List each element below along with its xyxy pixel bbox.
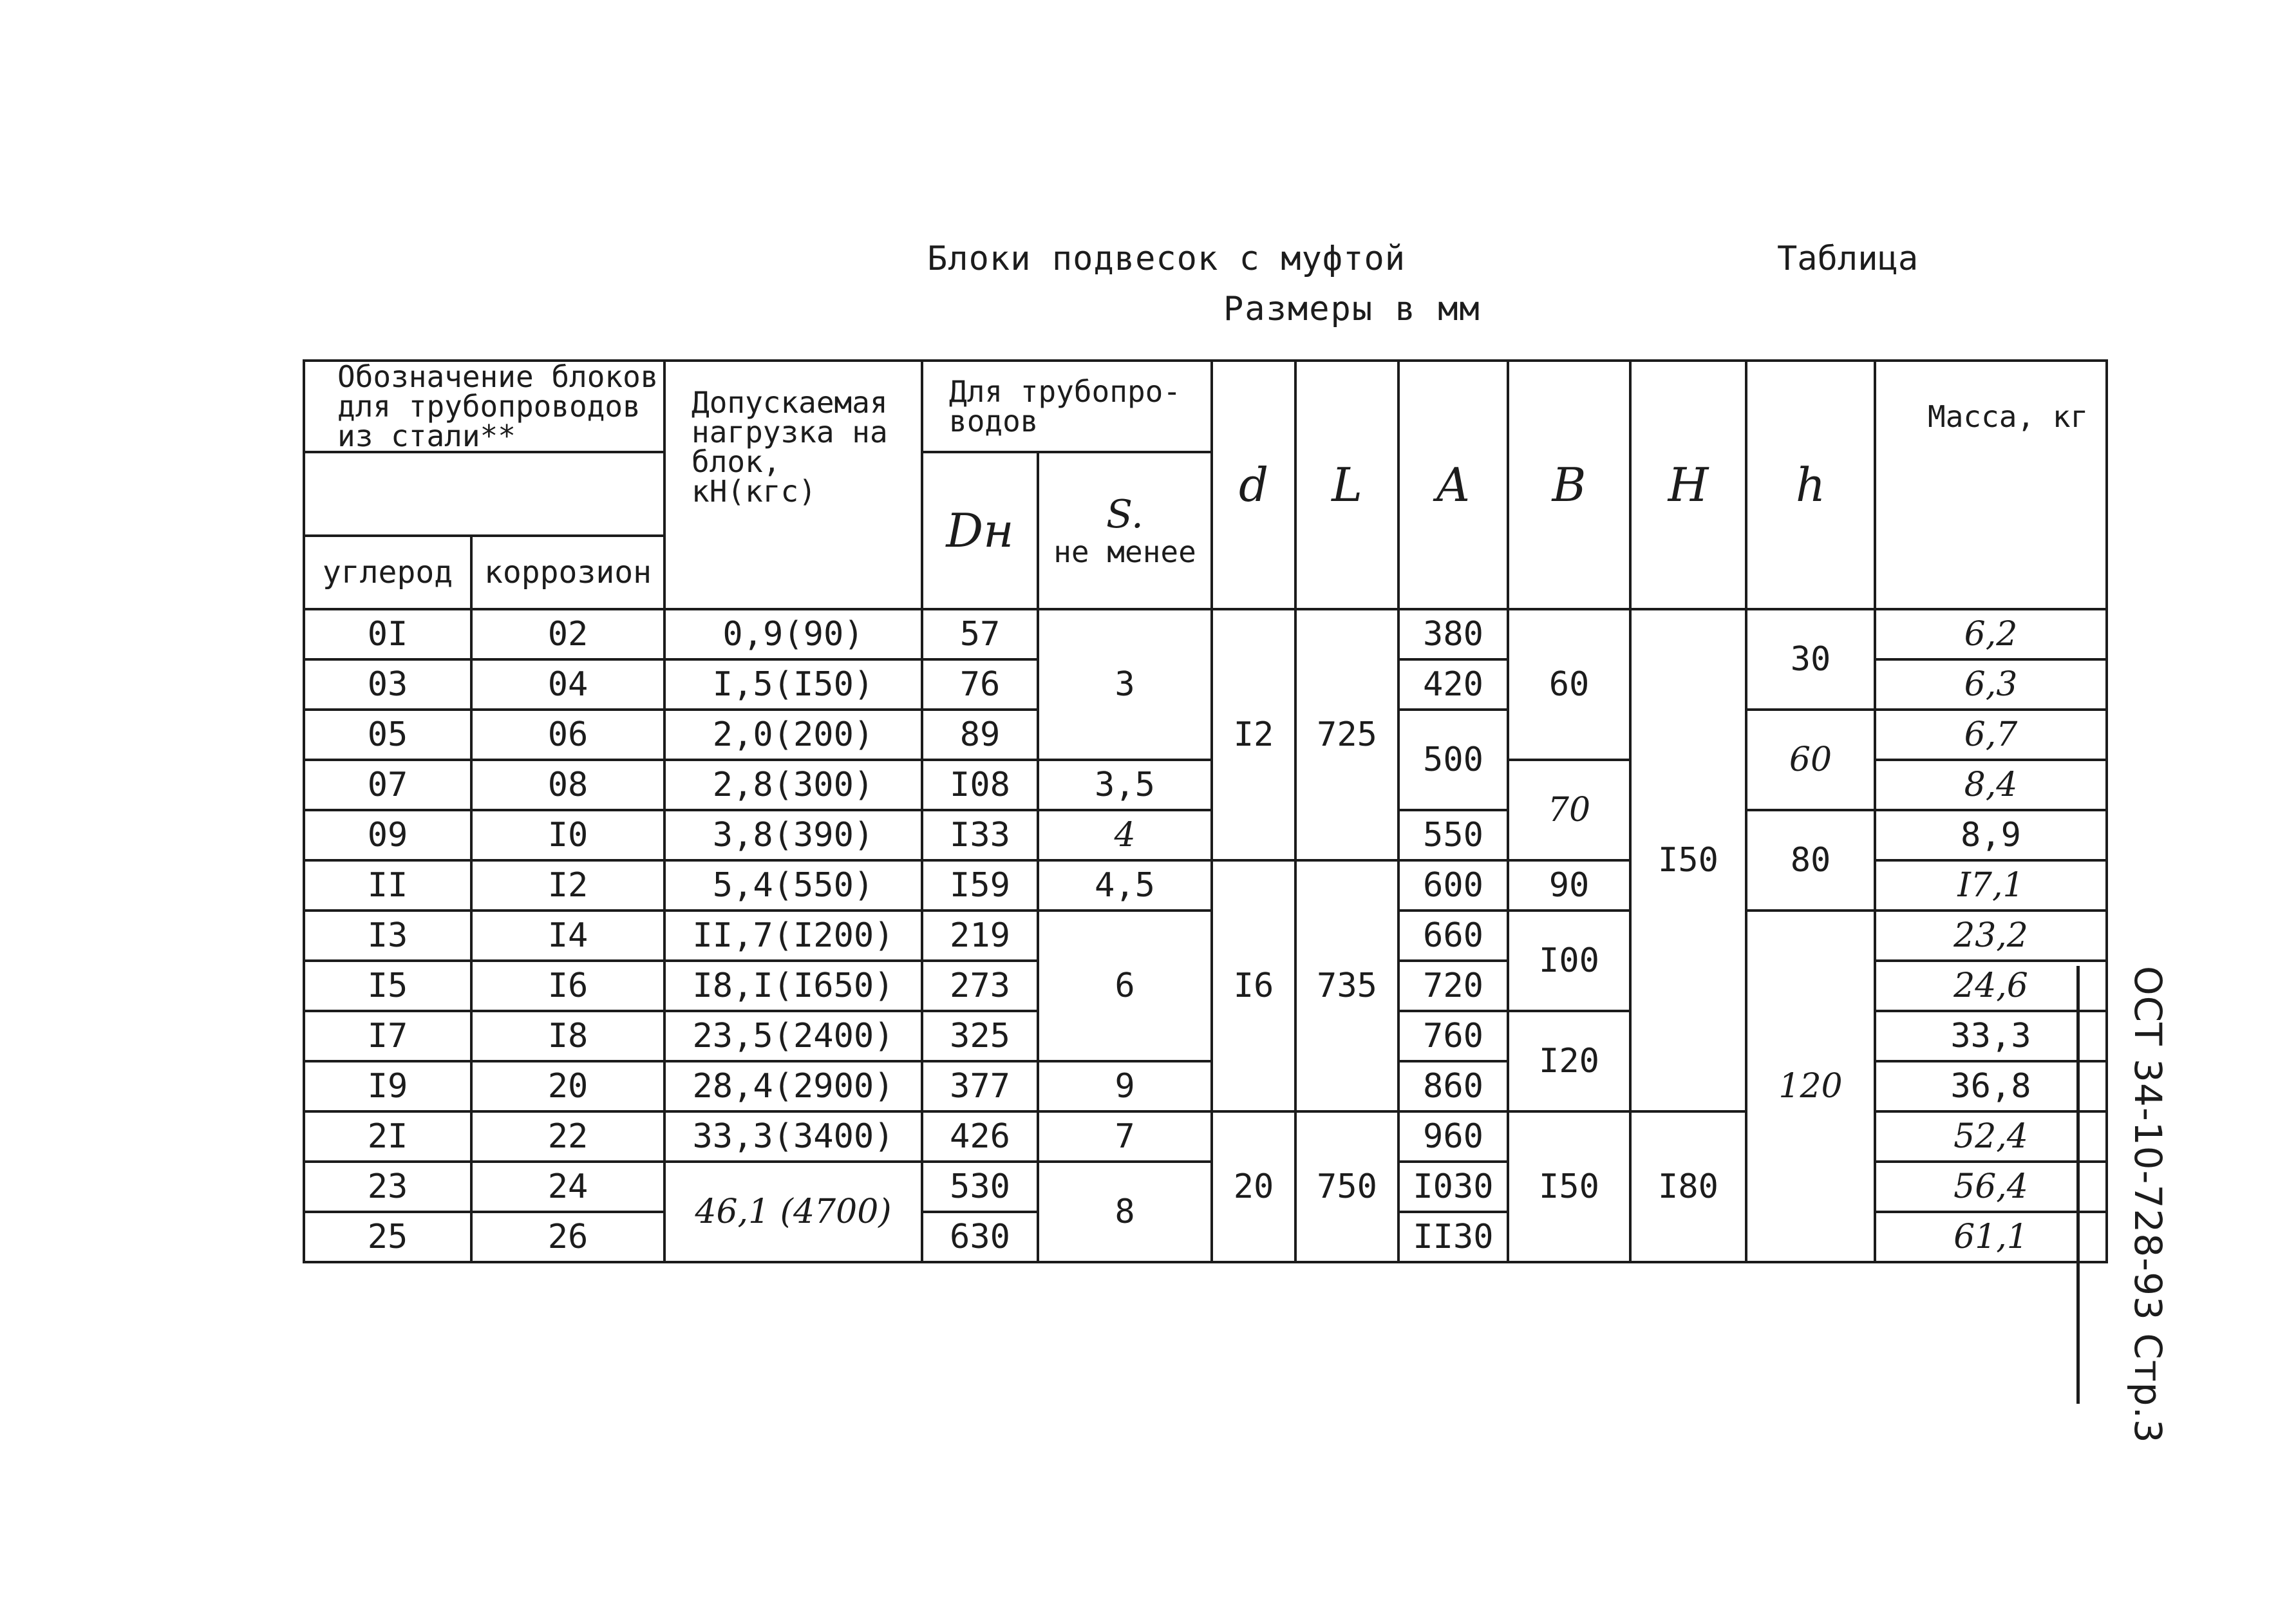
load-cell: 2,0(200) xyxy=(664,710,922,760)
A-cell: 720 xyxy=(1398,961,1508,1011)
mass-cell: 6,7 xyxy=(1875,710,2107,760)
h-cell: 120 xyxy=(1746,911,1875,1262)
mass-cell: 8,4 xyxy=(1875,760,2107,810)
corrosion-cell: I8 xyxy=(471,1011,664,1061)
carbon-cell: 25 xyxy=(304,1212,471,1262)
H-cell: I50 xyxy=(1630,609,1746,1111)
mass-cell: I7,1 xyxy=(1875,860,2107,911)
load-cell: 2,8(300) xyxy=(664,760,922,810)
h-cell: 80 xyxy=(1746,810,1875,911)
dn-cell: I59 xyxy=(922,860,1038,911)
mass-cell: 56,4 xyxy=(1875,1162,2107,1212)
corrosion-cell: I4 xyxy=(471,911,664,961)
table-label: Таблица xyxy=(1777,240,1919,278)
A-cell: II30 xyxy=(1398,1212,1508,1262)
load-cell: 28,4(2900) xyxy=(664,1061,922,1111)
header-H: H xyxy=(1630,361,1746,609)
side-stamp xyxy=(2125,966,2170,1444)
mass-cell: 8,9 xyxy=(1875,810,2107,860)
h-cell: 60 xyxy=(1746,710,1875,810)
A-cell: 500 xyxy=(1398,710,1508,810)
load-cell: 23,5(2400) xyxy=(664,1011,922,1061)
carbon-cell: I5 xyxy=(304,961,471,1011)
corrosion-cell: 26 xyxy=(471,1212,664,1262)
mass-cell: 6,3 xyxy=(1875,659,2107,710)
s-cell: 3 xyxy=(1038,609,1212,760)
dn-cell: 325 xyxy=(922,1011,1038,1061)
s-cell: 8 xyxy=(1038,1162,1212,1262)
s-cell: 4 xyxy=(1038,810,1212,860)
side-stamp-text: ОСТ 34-10-728-93 Стр.3 xyxy=(2126,966,2170,1444)
mass-cell: 6,2 xyxy=(1875,609,2107,659)
carbon-cell: 23 xyxy=(304,1162,471,1212)
table-row xyxy=(304,609,2107,659)
dn-cell: I08 xyxy=(922,760,1038,810)
dn-cell: 530 xyxy=(922,1162,1038,1212)
load-cell: 0,9(90) xyxy=(664,609,922,659)
corrosion-cell: 24 xyxy=(471,1162,664,1212)
corrosion-cell: I2 xyxy=(471,860,664,911)
mass-cell: 33,3 xyxy=(1875,1011,2107,1061)
load-cell: I,5(I50) xyxy=(664,659,922,710)
h-cell: 30 xyxy=(1746,609,1875,710)
A-cell: 860 xyxy=(1398,1061,1508,1111)
corrosion-cell: 20 xyxy=(471,1061,664,1111)
corrosion-cell: 08 xyxy=(471,760,664,810)
corrosion-cell: 22 xyxy=(471,1111,664,1162)
carbon-cell: II xyxy=(304,860,471,911)
load-cell: 3,8(390) xyxy=(664,810,922,860)
header-load: Допускаемая нагрузка на блок, кН(кгс) xyxy=(664,361,922,609)
mass-cell: 36,8 xyxy=(1875,1061,2107,1111)
header-designation: Обозначение блоков для трубопроводов из стали** xyxy=(304,361,664,452)
corrosion-cell: 06 xyxy=(471,710,664,760)
spec-table xyxy=(303,359,2108,1263)
table-row xyxy=(304,911,2107,961)
dn-cell: 273 xyxy=(922,961,1038,1011)
dn-cell: 76 xyxy=(922,659,1038,710)
L-cell: 750 xyxy=(1295,1111,1398,1262)
header-corrosion: коррозион xyxy=(471,536,664,609)
header-s-symbol: S. xyxy=(1106,491,1144,537)
header-B: B xyxy=(1508,361,1630,609)
H-cell: I80 xyxy=(1630,1111,1746,1262)
dn-cell: 57 xyxy=(922,609,1038,659)
header-dn: Dн xyxy=(922,452,1038,609)
carbon-cell: I7 xyxy=(304,1011,471,1061)
carbon-cell: 05 xyxy=(304,710,471,760)
s-cell: 7 xyxy=(1038,1111,1212,1162)
dn-cell: 377 xyxy=(922,1061,1038,1111)
L-cell: 725 xyxy=(1295,609,1398,860)
mass-cell: 23,2 xyxy=(1875,911,2107,961)
L-cell: 735 xyxy=(1295,860,1398,1111)
mass-cell: 52,4 xyxy=(1875,1111,2107,1162)
header-s xyxy=(1038,452,1212,609)
B-cell: 90 xyxy=(1508,860,1630,911)
header-carbon: углерод xyxy=(304,536,471,609)
stamp-divider xyxy=(2076,966,2080,1404)
A-cell: 380 xyxy=(1398,609,1508,659)
A-cell: 960 xyxy=(1398,1111,1508,1162)
s-cell: 4,5 xyxy=(1038,860,1212,911)
load-cell: I8,I(I650) xyxy=(664,961,922,1011)
dn-cell: 426 xyxy=(922,1111,1038,1162)
dn-cell: 89 xyxy=(922,710,1038,760)
carbon-cell: 07 xyxy=(304,760,471,810)
carbon-cell: 03 xyxy=(304,659,471,710)
corrosion-cell: 02 xyxy=(471,609,664,659)
header-L: L xyxy=(1295,361,1398,609)
header-h: h xyxy=(1746,361,1875,609)
mass-cell: 24,6 xyxy=(1875,961,2107,1011)
header-mass: Масса, кг xyxy=(1875,361,2107,609)
B-cell: 70 xyxy=(1508,760,1630,860)
d-cell: 20 xyxy=(1212,1111,1295,1262)
A-cell: 600 xyxy=(1398,860,1508,911)
d-cell: I6 xyxy=(1212,860,1295,1111)
B-cell: 60 xyxy=(1508,609,1630,760)
carbon-cell: I3 xyxy=(304,911,471,961)
s-cell: 9 xyxy=(1038,1061,1212,1111)
B-cell: I50 xyxy=(1508,1111,1630,1262)
carbon-cell: 0I xyxy=(304,609,471,659)
header-s-note: не менее xyxy=(1053,534,1196,569)
s-cell: 6 xyxy=(1038,911,1212,1061)
B-cell: I20 xyxy=(1508,1011,1630,1111)
carbon-cell: 2I xyxy=(304,1111,471,1162)
load-cell: II,7(I200) xyxy=(664,911,922,961)
A-cell: 760 xyxy=(1398,1011,1508,1061)
corrosion-cell: 04 xyxy=(471,659,664,710)
mass-cell: 61,1 xyxy=(1875,1212,2107,1262)
table-title: Блоки подвесок с муфтой xyxy=(927,240,1406,278)
A-cell: 420 xyxy=(1398,659,1508,710)
s-cell: 3,5 xyxy=(1038,760,1212,810)
header-designation-spacer xyxy=(304,452,664,536)
header-pipelines: Для трубопро-водов xyxy=(922,361,1212,452)
A-cell: 660 xyxy=(1398,911,1508,961)
corrosion-cell: I6 xyxy=(471,961,664,1011)
load-cell: 33,3(3400) xyxy=(664,1111,922,1162)
dn-cell: I33 xyxy=(922,810,1038,860)
carbon-cell: I9 xyxy=(304,1061,471,1111)
load-cell: 46,1 (4700) xyxy=(664,1162,922,1262)
A-cell: I030 xyxy=(1398,1162,1508,1212)
dn-cell: 219 xyxy=(922,911,1038,961)
corrosion-cell: I0 xyxy=(471,810,664,860)
B-cell: I00 xyxy=(1508,911,1630,1011)
header-d: d xyxy=(1212,361,1295,609)
units-note: Размеры в мм xyxy=(1223,290,1481,328)
carbon-cell: 09 xyxy=(304,810,471,860)
dn-cell: 630 xyxy=(922,1212,1038,1262)
header-A: A xyxy=(1398,361,1508,609)
load-cell: 5,4(550) xyxy=(664,860,922,911)
table-row xyxy=(304,810,2107,860)
A-cell: 550 xyxy=(1398,810,1508,860)
d-cell: I2 xyxy=(1212,609,1295,860)
